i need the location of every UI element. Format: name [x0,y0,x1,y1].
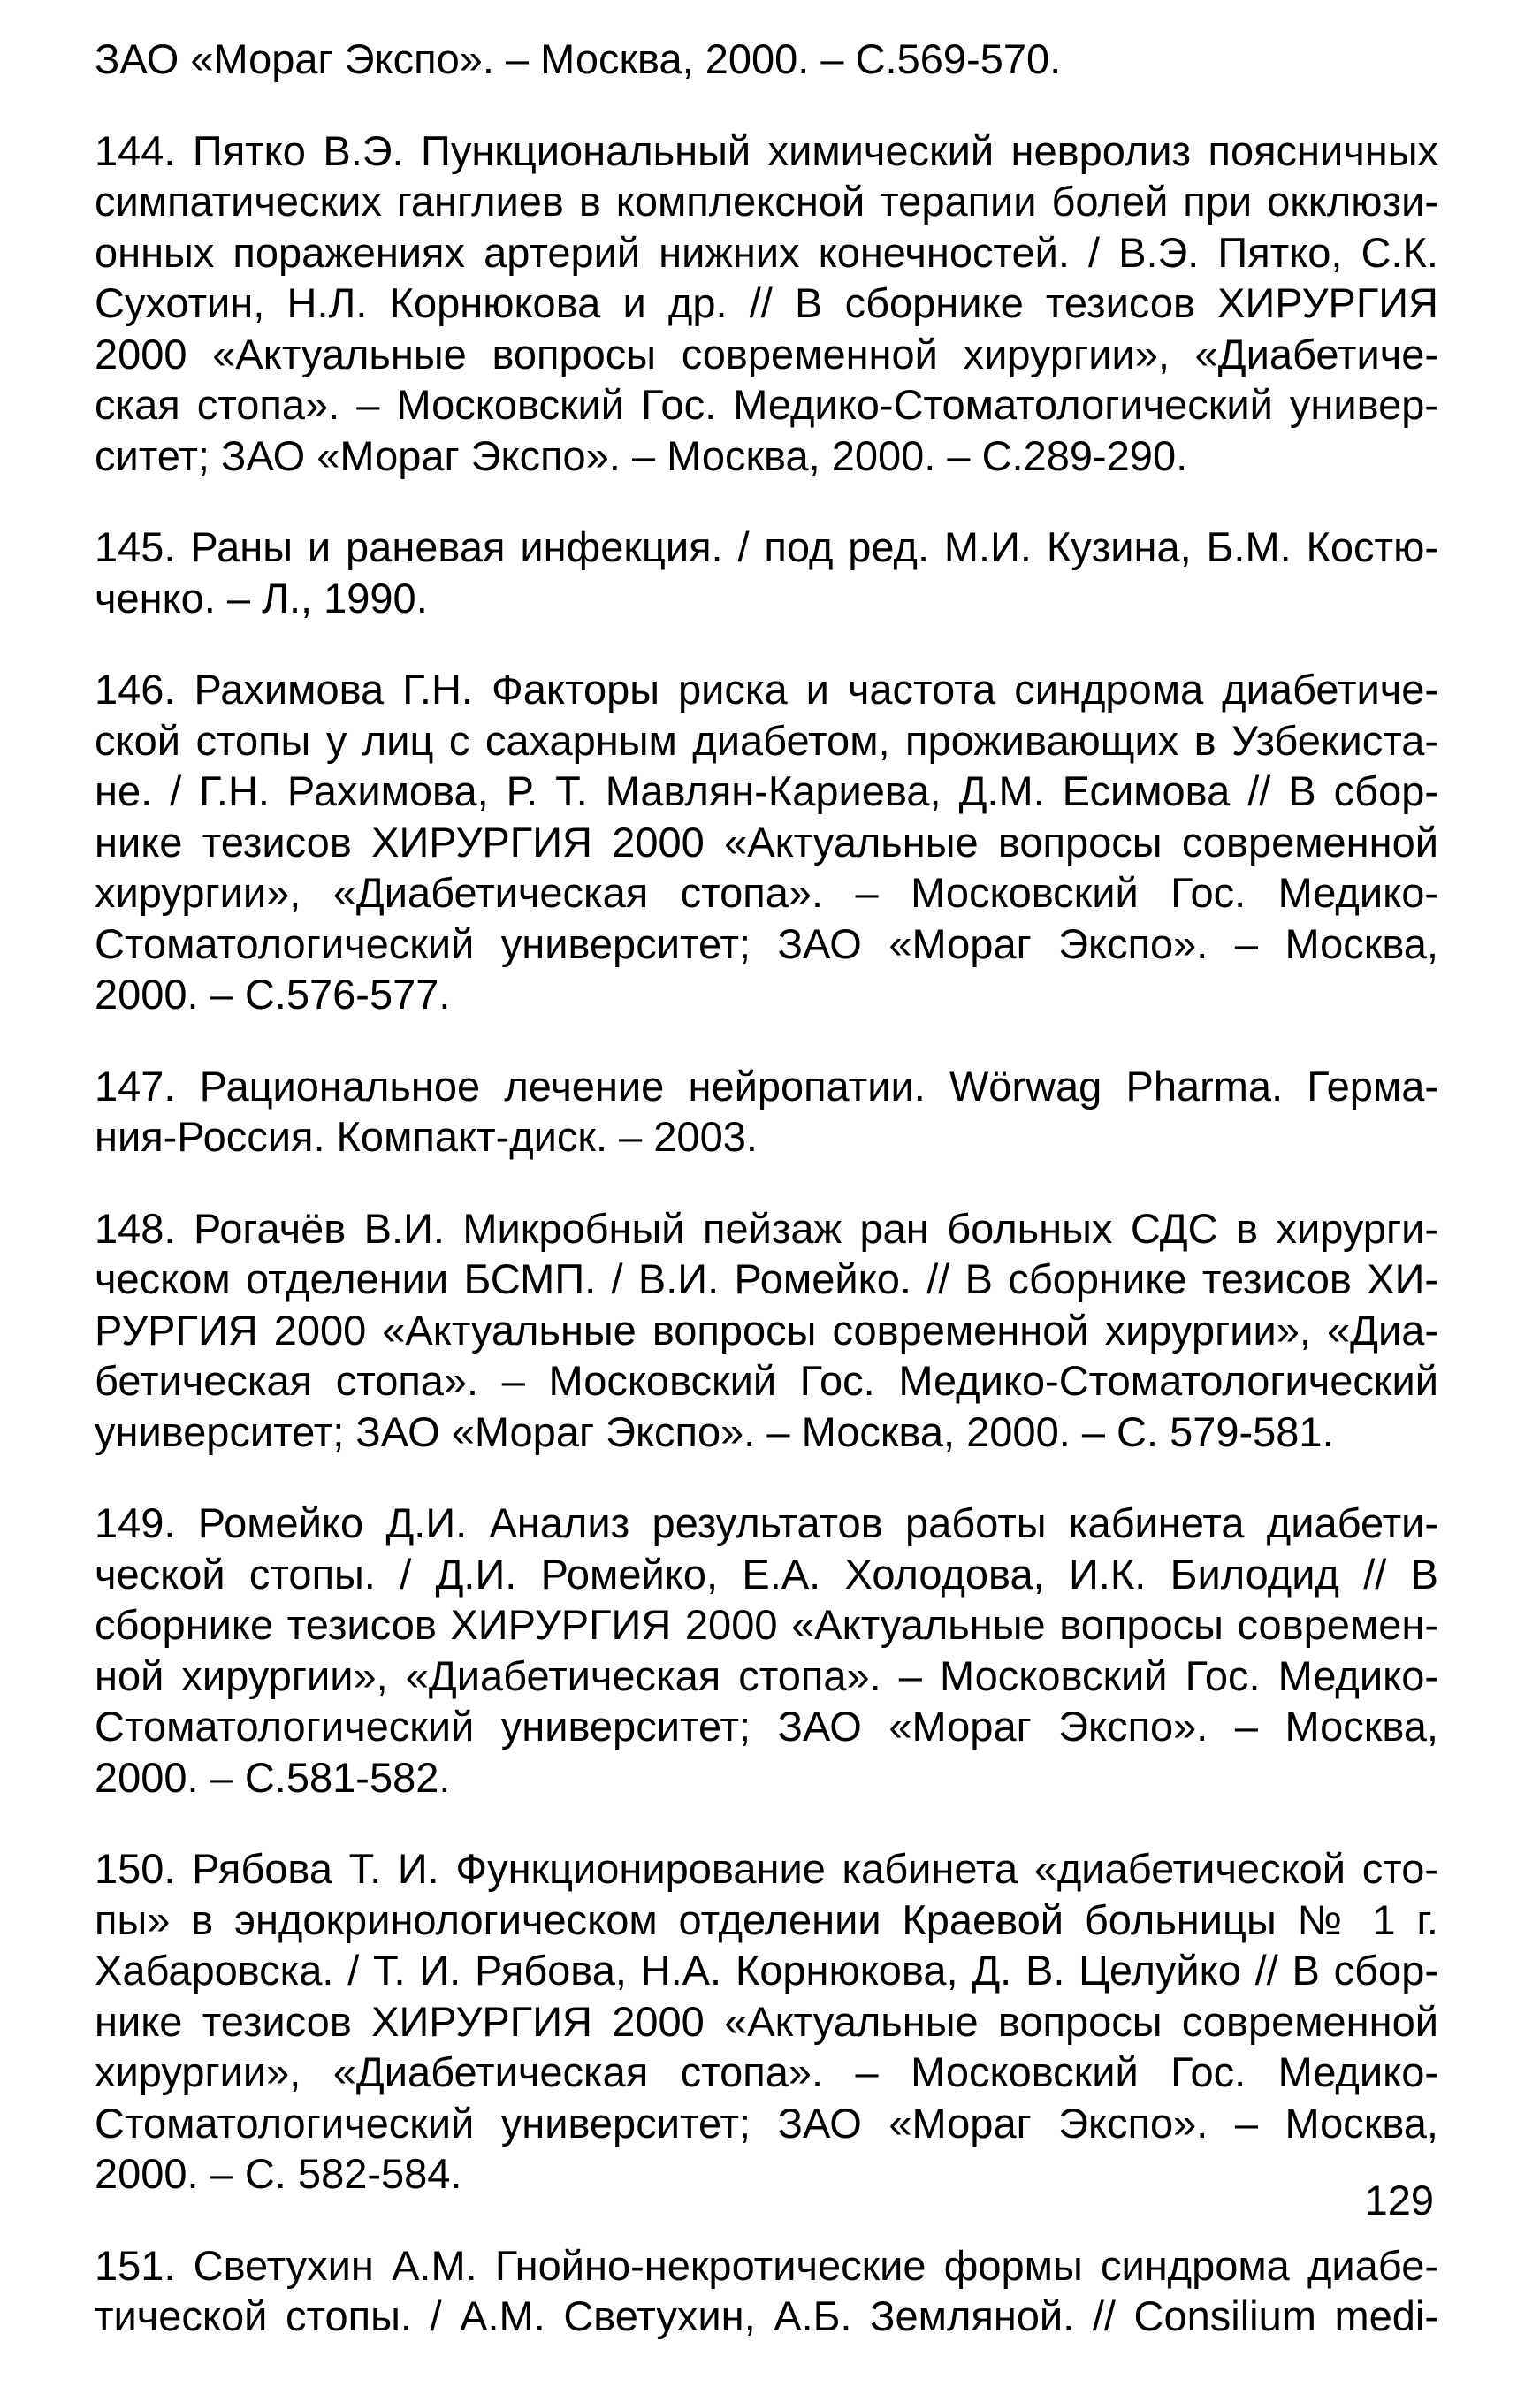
reference-entry [95,1498,1438,1803]
text-line: Сухотин, Н.Л. Корнюкова и др. // В сборнике тезисов ХИРУРГИЯ [95,279,1438,326]
text-line: онных поражениях артерий нижних конечностей. / В.Э. Пятко, С.К. [95,228,1438,276]
text-line: Стоматологический университет; ЗАО «Мораг Экспо». – Москва, [95,2099,1438,2147]
text-line: 144. Пятко В.Э. Пункциональный химический невролиз поясничных [95,126,1438,174]
text-line: ская стопа». – Московский Гос. Медико-Стоматологический универ- [95,381,1438,428]
reference-entry [95,664,1438,1020]
text-line: ния-Россия. Компакт-диск. – 2003. [95,1113,758,1160]
reference-entry [95,522,1438,623]
text-line: симпатических ганглиев в комплексной терапии болей при окклюзи- [95,178,1438,225]
text-line: 146. Рахимова Г.Н. Факторы риска и частота синдрома диабетиче- [95,666,1438,713]
text-line: ЗАО «Мораг Экспо». – Москва, 2000. – С.569-570. [95,35,1062,82]
text-line: 145. Раны и раневая инфекция. / под ред. М.И. Кузина, Б.М. Костю- [95,523,1438,570]
text-line: ситет; ЗАО «Мораг Экспо». – Москва, 2000. – С.289-290. [95,431,1188,479]
text-line: сборнике тезисов ХИРУРГИЯ 2000 «Актуальные вопросы современ- [95,1601,1438,1648]
text-line: хирургии», «Диабетическая стопа». – Московский Гос. Медико- [95,2048,1438,2095]
text-line: ческой стопы. / Д.И. Ромейко, Е.А. Холодова, И.К. Билодид // В [95,1550,1438,1598]
text-line: ной хирургии», «Диабетическая стопа». – Московский Гос. Медико- [95,1651,1438,1699]
reference-entry [95,1061,1438,1163]
document-page [95,34,1438,2383]
text-line: нике тезисов ХИРУРГИЯ 2000 «Актуальные вопросы современной [95,1997,1438,2045]
text-line: тической стопы. / А.М. Светухин, А.Б. Земляной. // Consilium medi- [95,2292,1438,2339]
text-line: 151. Светухин А.М. Гнойно-некротические формы синдрома диабе- [95,2241,1438,2289]
text-line: 2000. – С.581-582. [95,1753,451,1801]
text-line: Хабаровска. / Т. И. Рябова, Н.А. Корнюкова, Д. В. Целуйко // В сбор- [95,1947,1438,1994]
text-line: не. / Г.Н. Рахимова, Р. Т. Мавлян-Кариева, Д.М. Есимова // В сбор- [95,767,1438,814]
reference-entry [95,1843,1438,2200]
text-line: 2000. – С.576-577. [95,971,451,1018]
text-line: пы» в эндокринологическом отделении Краевой больницы № 1 г. [95,1895,1438,1943]
text-line: Стоматологический университет; ЗАО «Мораг Экспо». – Москва, [95,1703,1438,1750]
text-line: ческом отделении БСМП. / В.И. Ромейко. // В сборнике тезисов ХИ- [95,1255,1438,1302]
text-line: 2000. – С. 582-584. [95,2150,462,2197]
text-line: бетическая стопа». – Московский Гос. Медико-Стоматологический [95,1357,1438,1404]
text-line: 2000 «Актуальные вопросы современной хирургии», «Диабетиче- [95,330,1438,377]
reference-continuation [95,34,1438,85]
text-line: РУРГИЯ 2000 «Актуальные вопросы современной хирургии», «Диа- [95,1306,1438,1354]
text-line: нике тезисов ХИРУРГИЯ 2000 «Актуальные вопросы современной [95,818,1438,866]
reference-entry [95,1203,1438,1458]
reference-entry [95,126,1438,482]
reference-entry [95,2240,1438,2342]
text-line: хирургии», «Диабетическая стопа». – Московский Гос. Медико- [95,869,1438,916]
page-number: 129 [1364,2177,1434,2223]
text-line: 150. Рябова Т. И. Функционирование кабинета «диабетической сто- [95,1845,1438,1892]
text-line: ченко. – Л., 1990. [95,574,428,622]
text-line: Стоматологический университет; ЗАО «Мораг Экспо». – Москва, [95,919,1438,967]
text-line: 149. Ромейко Д.И. Анализ результатов работы кабинета диабети- [95,1499,1438,1546]
text-line: ской стопы у лиц с сахарным диабетом, проживающих в Узбекиста- [95,716,1438,764]
text-line: 148. Рогачёв В.И. Микробный пейзаж ран больных СДС в хирурги- [95,1204,1438,1252]
text-line: 147. Рациональное лечение нейропатии. Wörwag Pharma. Герма- [95,1062,1438,1110]
text-line: университет; ЗАО «Мораг Экспо». – Москва, 2000. – С. 579-581. [95,1407,1334,1455]
